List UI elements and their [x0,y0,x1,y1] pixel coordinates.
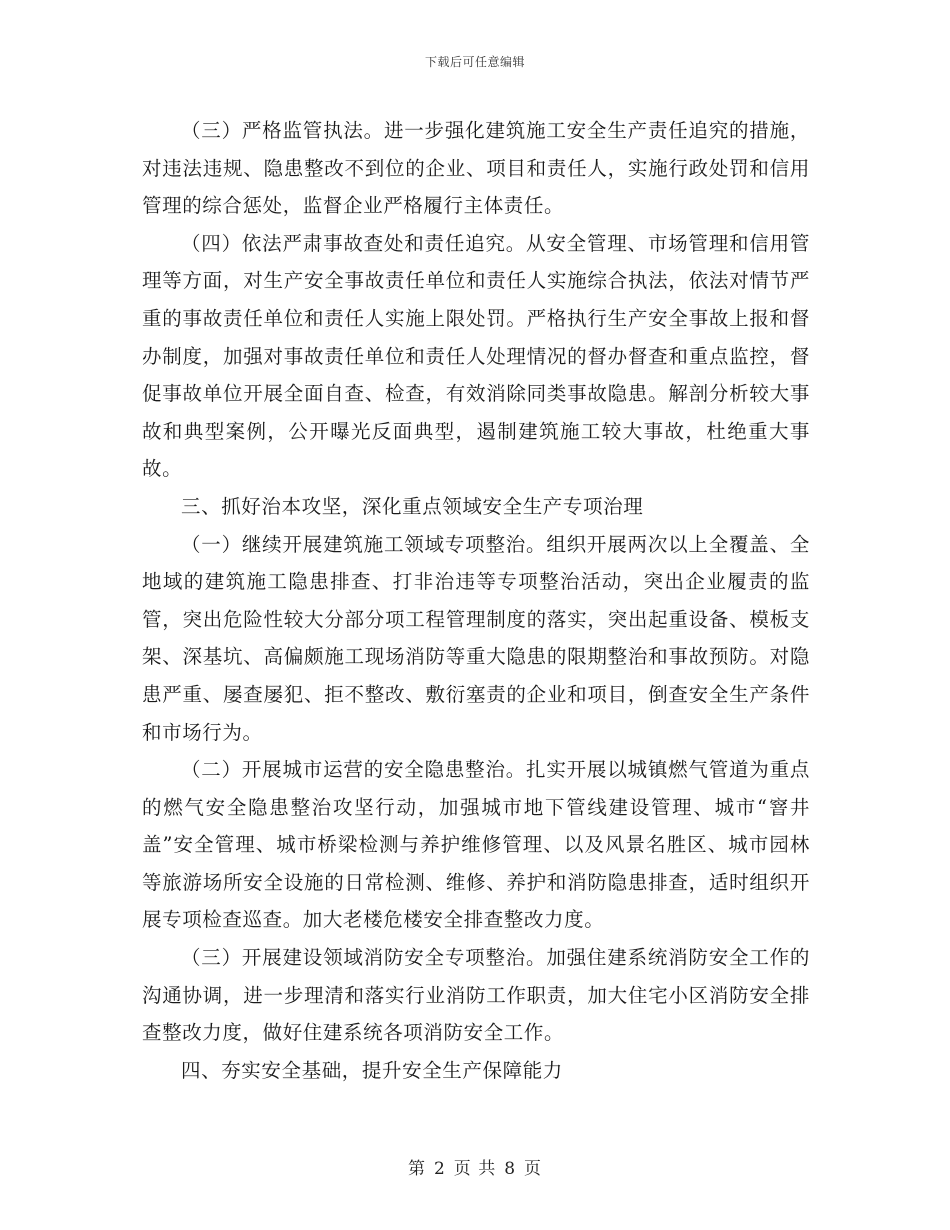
footer-suffix: 页 [524,1159,543,1179]
paragraph-fire-safety: （三）开展建设领域消防安全专项整治。加强住建系统消防安全工作的沟通协调，进一步理清和落实行业消防工作职责，加大住宅小区消防安全排查整改力度，做好住建系统各项消防安全工作。 [142,946,810,1045]
paragraph-accident-investigation: （四）依法严肃事故查处和责任追究。从安全管理、市场管理和信用管理等方面，对生产安全事故责任单位和责任人实施综合执法，依法对情节严重的事故责任单位和责任人实施上限处罚。严格执行生产安全事故上报和督办制度，加强对事故责任单位和责任人处理情况的督办督查和重点监控，督促事故单位开展全面自查、检查，有效消除同类事故隐患。解剖分析较大事故和典型案例，公开曝光反面典型，遏制建筑施工较大事故，杜绝重大事故。 [142,231,810,481]
footer-prefix: 第 [407,1159,426,1179]
footer-total-pages: 8 [504,1159,517,1179]
section-heading-3: 三、抓好治本攻坚，深化重点领域安全生产专项治理 [181,494,644,518]
footer-middle: 页 共 [453,1159,497,1179]
section-heading-4: 四、夯实安全基础，提升安全生产保障能力 [181,1058,563,1082]
page-header: 下载后可任意编辑 [424,55,525,69]
paragraph-supervision: （三）严格监管执法。进一步强化建筑施工安全生产责任追究的措施，对违法违规、隐患整改不到位的企业、项目和责任人，实施行政处罚和信用管理的综合惩处，监督企业严格履行主体责任。 [142,119,810,218]
document-body [142,112,810,1089]
paragraph-city-operation: （二）开展城市运营的安全隐患整治。扎实开展以城镇燃气管道为重点的燃气安全隐患整治攻坚行动，加强城市地下管线建设管理、城市“窨井盖”安全管理、城市桥梁检测与养护维修管理、以及风景名胜区、城市园林等旅游场所安全设施的日常检测、维修、养护和消防隐患排查，适时组织开展专项检查巡查。加大老楼危楼安全排查整改力度。 [142,758,810,932]
page-footer [0,1154,950,1179]
paragraph-construction-rectification: （一）继续开展建筑施工领域专项整治。组织开展两次以上全覆盖、全地域的建筑施工隐患排查、打非治违等专项整治活动，突出企业履责的监管，突出危险性较大分部分项工程管理制度的落实，突出起重设备、模板支架、深基坑、高偏颇施工现场消防等重大隐患的限期整治和事故预防。对隐患严重、屡查屡犯、拒不整改、敷衍塞责的企业和项目，倒查安全生产条件和市场行为。 [142,532,810,744]
footer-page-number: 2 [433,1159,446,1179]
